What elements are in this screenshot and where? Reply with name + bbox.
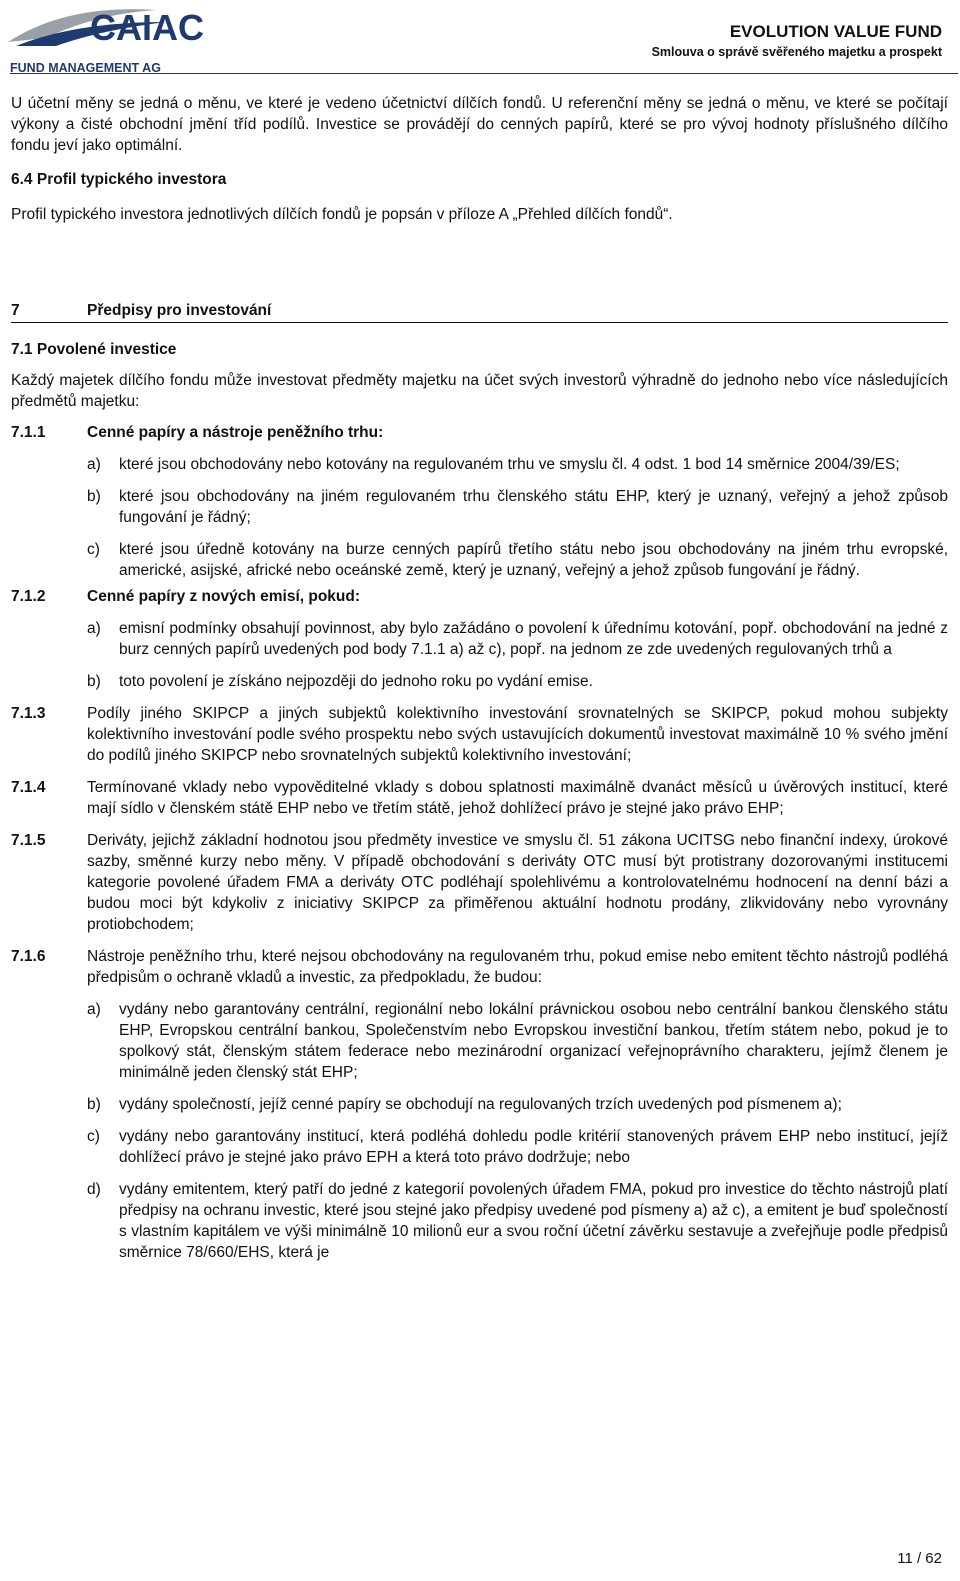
section-7-1-intro: Každý majetek dílčího fondu může investovat předměty majetku na účet svých investorů výhradně do jednoho nebo více následujících předmětů majetku: [11,372,948,410]
list-text: vydány nebo garantovány centrální, regionální nebo lokální právnickou osobou nebo centrální bankou členského státu EHP, Evropskou centrální bankou, Společenstvím nebo Evropskou investiční bankou, třetím státem nebo, pokud je to spolkový stát, členským státem federace nebo mezinárodní organizací veřejnoprávního charakteru, jejímž členem je minimálně jeden členský stát EHP; [119,1001,948,1081]
section-7-1-1-heading [11,422,948,443]
section-title: Cenné papíry z nových emisí, pokud: [87,588,361,605]
list-item [87,1126,948,1168]
list-item [87,454,948,475]
list-label: c) [87,541,100,558]
section-7-title: Předpisy pro investování [87,302,272,319]
list-label: a) [87,620,101,637]
section-7-1 [11,339,948,1263]
section-number: 7.1.5 [11,832,46,849]
section-title: Cenné papíry a nástroje peněžního trhu: [87,424,384,441]
section-7-1-5 [11,830,948,935]
section-7-1-4 [11,777,948,819]
section-text: Deriváty, jejichž základní hodnotou jsou předměty investice ve smyslu čl. 51 zákona UCITSG nebo finanční indexy, úrokové sazby, směnné kurzy nebo měny. V případě obchodování s deriváty OTC musí být protistrany dozorovanými institucemi kategorie povolené úřadem FMA a deriváty OTC podléhají spolehlivému a kontrolovatelnému hodnocení na denní bázi a budou moci být kdykoliv z iniciativy SKIPCP za přiměřenou aktuální hodnotu prodány, zlikvidovány nebo vyrovnány protiobchodem; [87,832,948,933]
section-6-4-text: Profil typického investora jednotlivých dílčích fondů je popsán v příloze A „Přehled dílčích fondů“. [11,206,673,223]
list-item [87,486,948,528]
intro-section [11,93,948,225]
intro-paragraph: U účetní měny se jedná o měnu, ve které je vedeno účetnictví dílčích fondů. U referenční měny se jedná o měnu, ve které se počítají výkony a čisté obchodní jmění tříd podílů. Investice se provádějí do cenných papírů, které se pro vývoj hodnoty příslušného dílčího fondu jeví jako optimální. [11,95,948,154]
section-7-number: 7 [11,302,20,319]
list-text: které jsou úředně kotovány na burze cenných papírů třetího státu nebo jsou obchodovány na jiném trhu evropské, americké, asijské, africké nebo oceánské země, který je uznaný, veřejný a jehož způsob fungování je řádný. [119,541,948,579]
section-number: 7.1.3 [11,705,46,722]
section-number: 7.1.4 [11,779,46,796]
list-item [87,999,948,1083]
section-7-1-2-heading [11,586,948,607]
list-label: b) [87,1096,101,1113]
document-title: Smlouva o správě svěřeného majetku a prospekt [651,45,942,59]
list-text: které jsou obchodovány nebo kotovány na regulovaném trhu ve smyslu čl. 4 odst. 1 bod 14 směrnice 2004/39/ES; [119,456,900,473]
logo-text: CAIAC [90,7,204,48]
fund-name: EVOLUTION VALUE FUND [729,22,942,41]
section-text: Termínované vklady nebo vypověditelné vklady s dobou splatnosti maximálně dvanáct měsíců u úvěrových institucí, které mají sídlo v členském státě EHP nebo ve třetím státě, jehož dohlížecí právo je stejné jako právo EHP; [87,779,948,817]
list-item [87,539,948,581]
page-number: 11 / 62 [897,1550,942,1567]
section-number: 7.1.1 [11,424,46,441]
list-text: vydány emitentem, který patří do jedné z kategorií povolených úřadem FMA, pokud pro investice do těchto nástrojů platí předpisy na ochranu investic, které jsou stejné jako předpisy uvedené pod písmeny a) až c), a emitent je buď společností s vlastním kapitálem ve výši minimálně 10 milionů eur a svou roční účetní závěrku sestavuje a zveřejňuje podle předpisů směrnice 78/660/EHS, která je [119,1181,948,1261]
section-7-1-heading: 7.1 Povolené investice [11,341,177,358]
list-text: které jsou obchodovány na jiném regulovaném trhu členského státu EHP, který je uznaný, veřejný a jehož způsob fungování je řádný; [119,488,948,526]
list-label: b) [87,488,101,505]
section-7-1-6 [11,946,948,988]
section-text: Podíly jiného SKIPCP a jiných subjektů kolektivního investování srovnatelných se SKIPCP, pokud mohou subjekty kolektivního investování podle svého prospektu nebo svých ustavujících dokumentů investovat maximálně 10 % svého jmění do podílů jiného SKIPCP nebo srovnatelných subjektů kolektivního investování; [87,705,948,764]
list-item [87,671,948,692]
list-item [87,618,948,660]
list-item [87,1179,948,1263]
list-label: a) [87,1001,101,1018]
section-number: 7.1.2 [11,588,46,605]
section-6-4-heading: 6.4 Profil typického investora [11,171,227,188]
section-text: Nástroje peněžního trhu, které nejsou obchodovány na regulovaném trhu, pokud emise nebo emitent těchto nástrojů podléhá předpisům o ochraně vkladů a investic, za předpokladu, že budou: [87,948,948,986]
list-text: toto povolení je získáno nejpozději do jednoho roku po vydání emise. [119,673,593,690]
list-label: b) [87,673,101,690]
list-text: emisní podmínky obsahují povinnost, aby bylo zažádáno o povolení k úřednímu kotování, popř. obchodování na jedné z burz cenných papírů uvedených pod body 7.1.1 a) až c), popř. na jednom ze zde uvedených regulovaných trhů a [119,620,948,658]
section-7-1-3 [11,703,948,766]
list-text: vydány nebo garantovány institucí, která podléhá dohledu podle kritérií stanovených právem EHP nebo institucí, jejíž dohlížecí právo je stejné jako právo EPH a která toto právo dodržuje; nebo [119,1128,948,1166]
list-label: d) [87,1181,101,1198]
list-label: a) [87,456,101,473]
section-number: 7.1.6 [11,948,46,965]
list-label: c) [87,1128,100,1145]
header-divider [10,73,958,74]
logo-subtext: FUND MANAGEMENT AG [10,61,161,75]
caiac-logo [6,2,226,76]
list-item [87,1094,948,1115]
list-text: vydány společností, jejíž cenné papíry se obchodují na regulovaných trzích uvedených pod písmenem a); [119,1096,842,1113]
section-7-heading [11,302,948,323]
page-header [0,0,960,80]
